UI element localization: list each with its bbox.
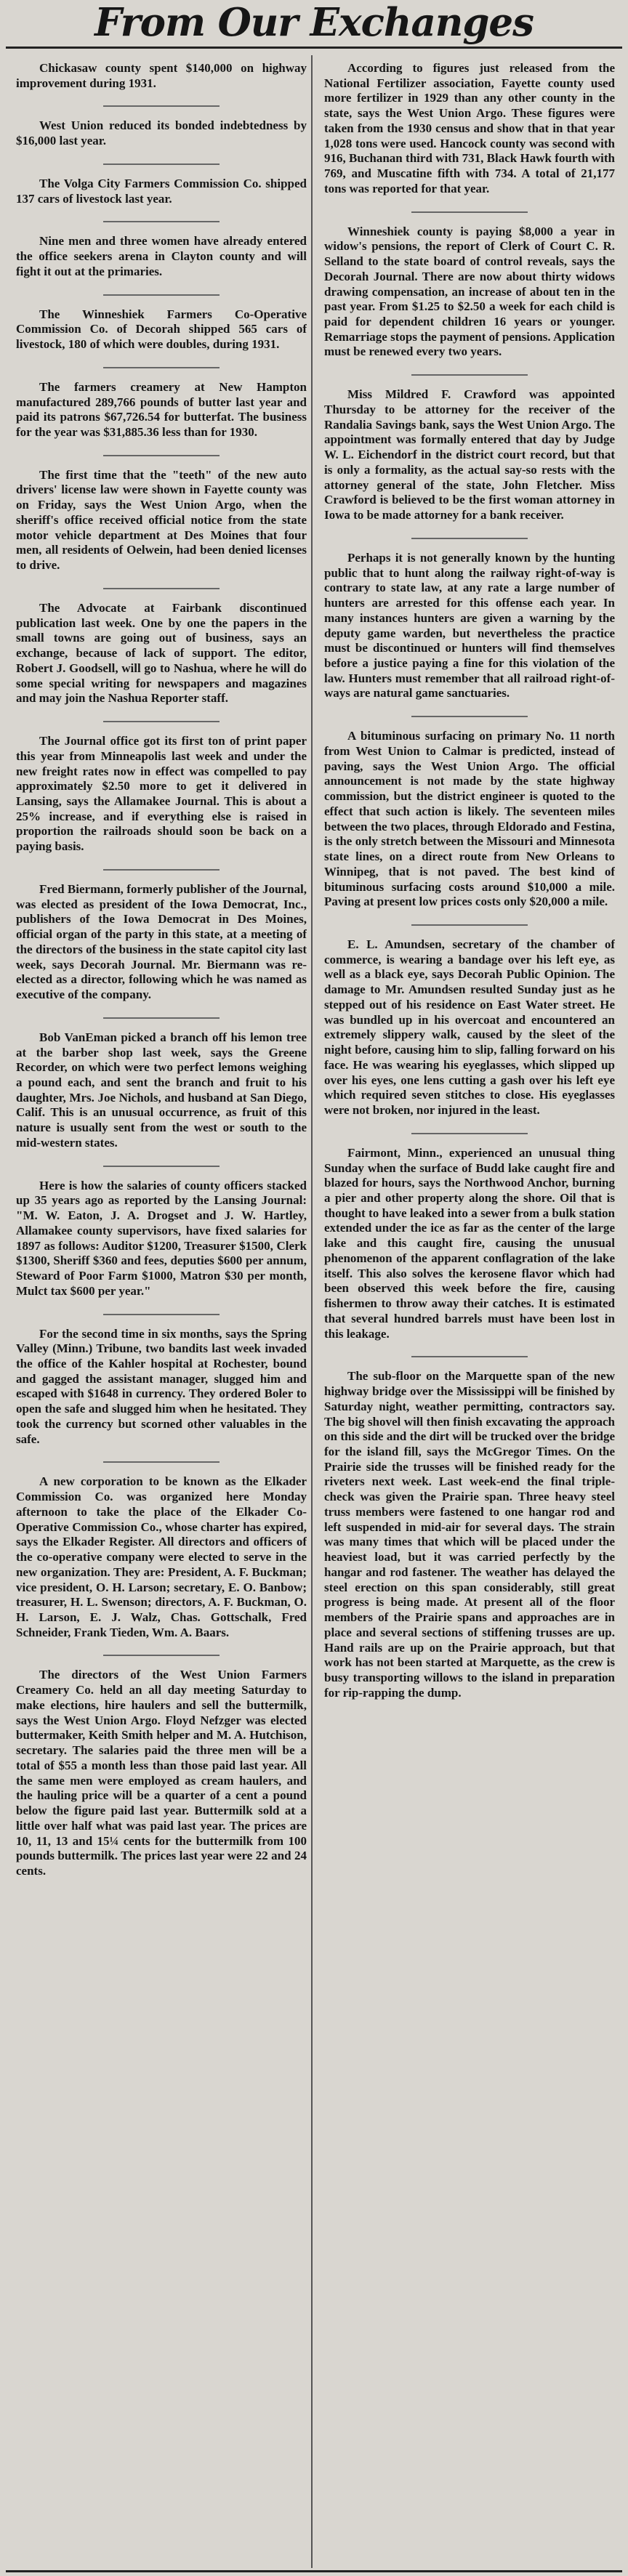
left-column [16, 61, 307, 2567]
page-title: From Our Exchanges [94, 0, 534, 45]
news-item: The sub-floor on the Marquette span of the new highway bridge over the Mississippi will be finished by Saturday night, weather permitting, contractors say. The big shovel will then finish excavating the approach on this side and the dirt will be trucked over the bridge for the island fill, says the McGregor Times. On the Prairie side the trusses will be finished ready for the riveters next week. Last week-end the final triple-check was given the Prairie span. Three heavy steel truss members were fastened to one hangar rod and left suspended in mid-air for several days. The strain was many times that which will be placed under the heaviest load, but it was carried perfectly by the hangar and rod fastener. The weather has delayed the steel erection on this span considerably, still great progress is being made. At present all of the floor members of the Prairie spans and approaches are in place and several sections of stiffening trusses are up. Hand rails are up on the Prairie approach, but that work has not been started at Marquette, as the crew is busy transporting willows to the island in preparation for rip-rapping the dump. [324, 1369, 615, 1700]
news-item: The farmers creamery at New Hampton manufactured 289,766 pounds of butter last year and paid its patrons $67,726.54 for butterfat. The business for the year was $31,885.36 less than for 1930. [16, 379, 307, 440]
item-separator [103, 1017, 220, 1019]
masthead [0, 0, 628, 47]
item-separator [103, 294, 220, 296]
news-item: A new corporation to be known as the Elkader Commission Co. was organized here Monday afternoon to take the place of the Elkader Co-Operative Commission Co., whose charter has expired, says the Elkader Register. All directors and officers of the co-operative company were elected to serve in the new organization. They are: President, A. F. Buckman; vice president, O. H. Larson; secretary, E. O. Banbow; treasurer, H. L. Swenson; directors, A. F. Buckman, O. H. Larson, E. J. Walz, Chas. Gottschalk, Fred Schneider, Frank Tieden, Wm. A. Baars. [16, 1474, 307, 1639]
news-item: Perhaps it is not generally known by the hunting public that to hunt along the railway right-of-way is contrary to state law, at any rate a large number of hunters are arrested for this offense each year. In many instances hunters are given a warning by the deputy game warden, but nevertheless the practice must be discontinued or hunters will find themselves before a justice paying a fine for this violation of the law. Hunters must remember that all railroad right-of-ways are natural game sanctuaries. [324, 550, 615, 700]
item-separator [103, 367, 220, 368]
news-item: Bob VanEman picked a branch off his lemon tree at the barber shop last week, says the Greene Recorder, on which were two perfect lemons weighing a pound each, and sent the branch and fruit to his daughter, Mrs. Joe Nichols, and husband at San Diego, Calif. This is an unusual occurrence, as fruit of this nature is usually sent from the west or south to the mid-western states. [16, 1030, 307, 1150]
news-item: Nine men and three women have already entered the office seekers arena in Clayton county and will fight it out at the primaries. [16, 234, 307, 278]
news-item: For the second time in six months, says the Spring Valley (Minn.) Tribune, two bandits last week invaded the office of the Kahler hospital at Rochester, bound and gagged the assistant manager, slugged him and escaped with $1648 in currency. They ordered Boler to open the safe and slugged him when he hesitated. They took the currency but scorned other valuables in the safe. [16, 1326, 307, 1446]
item-separator [103, 1314, 220, 1315]
item-separator [411, 538, 528, 539]
item-separator [103, 869, 220, 871]
news-item: Chickasaw county spent $140,000 on highway improvement during 1931. [16, 61, 307, 90]
news-item: Fairmont, Minn., experienced an unusual thing Sunday when the surface of Budd lake caught fire and blazed for hours, says the Northwood Anchor, burning a pier and other property along the shore. Oil that is thought to have leaked into a sewer from a bulk station extended under the ice as far as the center of the large lake and this caught fire, causing the unusual phenomenon of the apparent conflagration of the lake itself. This also solves the kerosene flavor which had been observed this week before the fire, causing fishermen to throw away their catches. It is estimated that several hundred barrels must have been lost in this leakage. [324, 1145, 615, 1341]
news-item: A bituminous surfacing on primary No. 11 north from West Union to Calmar is predicted, instead of paving, says the West Union Argo. The official announcement is not made by the state highway commission, but the district engineer is quoted to the effect that such action is likely. The seventeen miles between the two places, through Eldorado and Festina, is the only stretch between the Missouri and Minnesota state lines, on a direct route from New Orleans to Winnipeg, that is not paved. The best kind of bituminous surfacing costs around $10,000 a mile. Paving at present low prices costs only $20,000 a mile. [324, 729, 615, 909]
column-divider [311, 55, 313, 2568]
item-separator [411, 1133, 528, 1134]
news-item: The first time that the "teeth" of the new auto drivers' license law were shown in Fayette county was on Friday, says the West Union Argo, when the sheriff's office received official notice from the state motor vehicle department at Des Moines that four men, all residents of Oelwein, had been denied licenses to drive. [16, 467, 307, 573]
bottom-rule [6, 2570, 622, 2572]
item-separator [103, 455, 220, 456]
news-item: The Advocate at Fairbank discontinued publication last week. One by one the papers in the small towns are going out of business, says an exchange, because of lack of support. The editor, Robert J. Goodsell, will go to Nashua, where he will do some special writing for newspapers and magazines and may join the Nashua Reporter staff. [16, 600, 307, 706]
news-item: West Union reduced its bonded indebtedness by $16,000 last year. [16, 118, 307, 148]
item-separator [411, 924, 528, 926]
item-separator [103, 221, 220, 222]
item-separator [411, 716, 528, 717]
news-item: Fred Biermann, formerly publisher of the Journal, was elected as president of the Iowa Democrat, Inc., publishers of the Iowa Democrat in Des Moines, official organ of the party in this state, at a meeting of the directors of the business in the state capitol city last week, says Decorah Journal. Mr. Biermann was re-elected as a director, following which he was named as executive of the company. [16, 881, 307, 1002]
news-item: The Volga City Farmers Commission Co. shipped 137 cars of livestock last year. [16, 176, 307, 206]
item-separator [103, 1461, 220, 1463]
news-item: The directors of the West Union Farmers Creamery Co. held an all day meeting Saturday to make elections, hire haulers and sell the buttermilk, says the West Union Argo. Floyd Nefzger was elected buttermaker, Keith Smith helper and M. A. Hutchison, secretary. The salaries paid the three men will be a total of $55 a month less than those paid last year. All the same men were employed as cream haulers, and the hauling price will be a quarter of a cent a pound below the figure paid last year. Buttermilk sold at a little over half what was paid last year. The prices are 10, 11, 13 and 15¼ cents for the buttermilk from 100 pounds buttermilk. The prices last year were 22 and 24 cents. [16, 1668, 307, 1878]
item-separator [103, 105, 220, 107]
news-item: The Journal office got its first ton of print paper this year from Minneapolis last week and under the new freight rates now in effect was compelled to pay approximately $2.50 more to get it delivered in Lansing, says the Allamakee Journal. This is about a 25% increase, and if everything else is raised in proportion the railroads should soon be back on a paying basis. [16, 734, 307, 854]
item-separator [103, 721, 220, 722]
news-item: Here is how the salaries of county officers stacked up 35 years ago as reported by the Lansing Journal: "M. W. Eaton, J. A. Drogset and J. W. Hartley, Allamakee county supervisors, have fixed salaries for 1897 as follows: Auditor $1200, Treasurer $1500, Clerk $1300, Sheriff $360 and fees, deputies $600 per annum, Steward of Poor Farm $1000, Matron $30 per month, Mulct tax $600 per year." [16, 1178, 307, 1298]
item-separator [411, 1356, 528, 1357]
right-column [324, 61, 615, 2567]
item-separator [103, 1166, 220, 1167]
item-separator [103, 163, 220, 165]
item-separator [411, 374, 528, 376]
top-rule [6, 47, 622, 49]
news-item: E. L. Amundsen, secretary of the chamber of commerce, is wearing a bandage over his left eye, as well as a black eye, says Decorah Public Opinion. The damage to Mr. Amundsen resulted Sunday just as he stepped out of his residence on East Water street. He was bundled up in his overcoat and encountered an extremely slippery walk, caused by the sleet of the night before, causing him to slip, falling forward on his face. He was wearing his eyeglasses, which slipped up over his eyes, one lens cutting a gash over his left eye which required seven stitches to close. His eyeglasses were not broken, nor injured in the least. [324, 937, 615, 1118]
item-separator [103, 588, 220, 589]
news-item: The Winneshiek Farmers Co-Operative Commission Co. of Decorah shipped 565 cars of livestock, 180 of which were doubles, during 1931. [16, 307, 307, 352]
news-item: Winneshiek county is paying $8,000 a year in widow's pensions, the report of Clerk of Court C. R. Selland to the state board of control reveals, says the Decorah Journal. There are now about thirty widows drawing compensation, an increase of about ten in the past year. From $1.25 to $2.50 a week for each child is paid for dependent children 16 years or younger. Remarriage stops the payment of pensions. Application must be renewed every two years. [324, 224, 615, 359]
item-separator [103, 1655, 220, 1656]
news-item: Miss Mildred F. Crawford was appointed Thursday to be attorney for the receiver of the Randalia Savings bank, says the West Union Argo. The appointment was formally entered that day by Judge W. L. Eichendorf in the district court record, but that is only a formality, as the actual say-so rests with the attorney general of the state, John Fletcher. Miss Crawford is believed to be the first woman attorney in Iowa to be made attorney for a bank receiver. [324, 387, 615, 522]
item-separator [411, 211, 528, 213]
news-item: According to figures just released from the National Fertilizer association, Fayette county used more fertilizer in 1929 than any other county in the state, says the West Union Argo. These figures were taken from the 1930 census and show that in that year 1,028 tons were used. Hancock county was second with 916, Buchanan third with 731, Black Hawk fourth with 769, and Muscatine fifth with 734. A total of 21,177 tons was reported for that year. [324, 61, 615, 195]
